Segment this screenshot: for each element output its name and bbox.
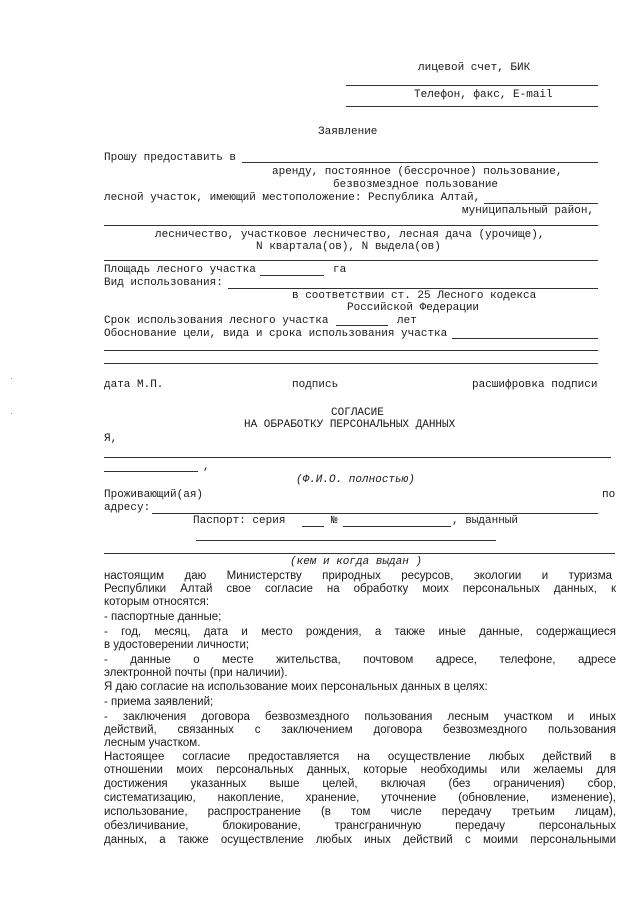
issued-by-field-2[interactable] — [104, 553, 615, 554]
body-line-7: - данные о месте жительства, почтовом адресе, телефоне, адресе — [104, 654, 616, 666]
account-line[interactable] — [346, 85, 598, 86]
passport-number-field[interactable] — [343, 526, 451, 527]
date-label: дата М.П. — [104, 379, 164, 391]
body-line-8: электронной почты (при наличии). — [104, 667, 288, 679]
body-line-1: настоящим даю Министерству природных ресурсов, экологии и туризма — [104, 570, 612, 582]
i-label: Я, — [104, 433, 118, 445]
application-title: Заявление — [318, 126, 378, 138]
passport-issued-label: , выданный — [452, 515, 519, 527]
quarter-label: N квартала(ов), N выдела(ов) — [256, 241, 441, 253]
parcel-label: лесной участок, имеющий местоположение: Республика Алтай, — [104, 192, 481, 204]
issued-caption: (кем и когда выдан ) — [290, 556, 423, 568]
contacts-line[interactable] — [346, 106, 598, 107]
body-line-11: - заключения договора безвозмездного пользования лесным участком и иных — [104, 711, 616, 723]
fio-field[interactable] — [104, 457, 611, 458]
justification-label: Обоснование цели, вида и срока использования участка — [104, 328, 448, 340]
district-label: муниципальный район, — [462, 205, 595, 217]
usage-label: Вид использования: — [104, 277, 223, 289]
lease-types: аренду, постоянное (бессрочное) пользование, — [272, 166, 563, 178]
body-line-20: данных, а также осуществление любых иных действий с моими персональными — [104, 834, 616, 846]
fio-caption: (Ф.И.О. полностью) — [296, 474, 415, 486]
body-line-17: систематизацию, накопление, хранение, уточнение (обновление, изменение), — [104, 792, 616, 804]
passport-number-label: № — [331, 515, 338, 527]
account-label: лицевой счет, БИК — [418, 62, 531, 74]
body-line-6: в удостоверении личности; — [104, 639, 250, 651]
location-field[interactable] — [484, 203, 598, 204]
body-line-2: Республики Алтай свое согласие на обработку моих персональных данных, к — [104, 583, 616, 595]
decode-label: расшифровка подписи — [472, 379, 598, 391]
term-label: Срок использования лесного участка — [104, 315, 329, 327]
passport-series-label: Паспорт: серия — [193, 515, 286, 527]
passport-series-field[interactable] — [302, 526, 324, 527]
address-field[interactable] — [152, 513, 598, 514]
contacts-label: Телефон, факс, E-mail — [414, 89, 553, 101]
fio-field-2[interactable] — [104, 471, 198, 472]
location-line-2[interactable] — [104, 225, 598, 226]
term-field[interactable] — [336, 325, 388, 326]
body-line-10: - приема заявлений; — [104, 696, 214, 708]
fio-comma: , — [203, 461, 210, 473]
address-label: адресу: — [104, 502, 151, 514]
body-line-15: отношении моих персональных данных, которые необходимы или желаемы для — [104, 764, 616, 776]
law-ref-2: Российской Федерации — [347, 302, 480, 314]
consent-title: СОГЛАСИЕ — [331, 407, 384, 419]
term-unit: лет — [397, 315, 417, 327]
scan-speck — [11, 378, 12, 379]
forestry-label: лесничество, участковое лесничество, лесная дача (урочище), — [155, 229, 545, 241]
body-line-18: использование, распространение (в том числе передачу третьим лицам), — [104, 806, 616, 818]
consent-subtitle: НА ОБРАБОТКУ ПЕРСОНАЛЬНЫХ ДАННЫХ — [244, 419, 456, 431]
authority-field[interactable] — [242, 162, 598, 163]
justification-line-3[interactable] — [104, 363, 598, 364]
body-line-9: Я даю согласие на использование моих персональных данных в целях: — [104, 681, 488, 693]
body-line-16: достижения указанных выше целей, включая (без ограничения) сбор, — [104, 778, 616, 790]
lease-types-2: безвозмездное пользование — [333, 179, 499, 191]
law-ref: в соответствии ст. 25 Лесного кодекса — [292, 290, 537, 302]
justification-field[interactable] — [452, 338, 598, 339]
living-label: Проживающий(ая) — [104, 489, 204, 501]
body-line-13: лесным участком. — [104, 737, 201, 749]
usage-field[interactable] — [228, 288, 598, 289]
scan-speck — [11, 413, 12, 414]
area-label: Площадь лесного участка — [104, 264, 256, 276]
body-line-4: - паспортные данные; — [104, 611, 222, 623]
po-label: по — [602, 489, 616, 501]
request-label: Прошу предоставить в — [104, 152, 237, 164]
body-line-12: действий, связанных с заключением договора безвозмездного пользования — [104, 724, 616, 736]
area-unit: га — [333, 264, 347, 276]
body-line-5: - год, месяц, дата и место рождения, а также иные данные, содержащиеся — [104, 626, 616, 638]
area-field[interactable] — [260, 275, 324, 276]
forestry-line[interactable] — [104, 260, 598, 261]
body-line-3: которым относятся: — [104, 596, 210, 608]
justification-line-2[interactable] — [104, 350, 598, 351]
issued-by-field[interactable] — [196, 540, 496, 541]
body-line-19: обезличивание, блокирование, трансграничную передачу персональных — [104, 820, 616, 832]
sign-label: подпись — [292, 379, 339, 391]
body-line-14: Настоящее согласие предоставляется на осуществление любых действий в — [104, 751, 616, 763]
